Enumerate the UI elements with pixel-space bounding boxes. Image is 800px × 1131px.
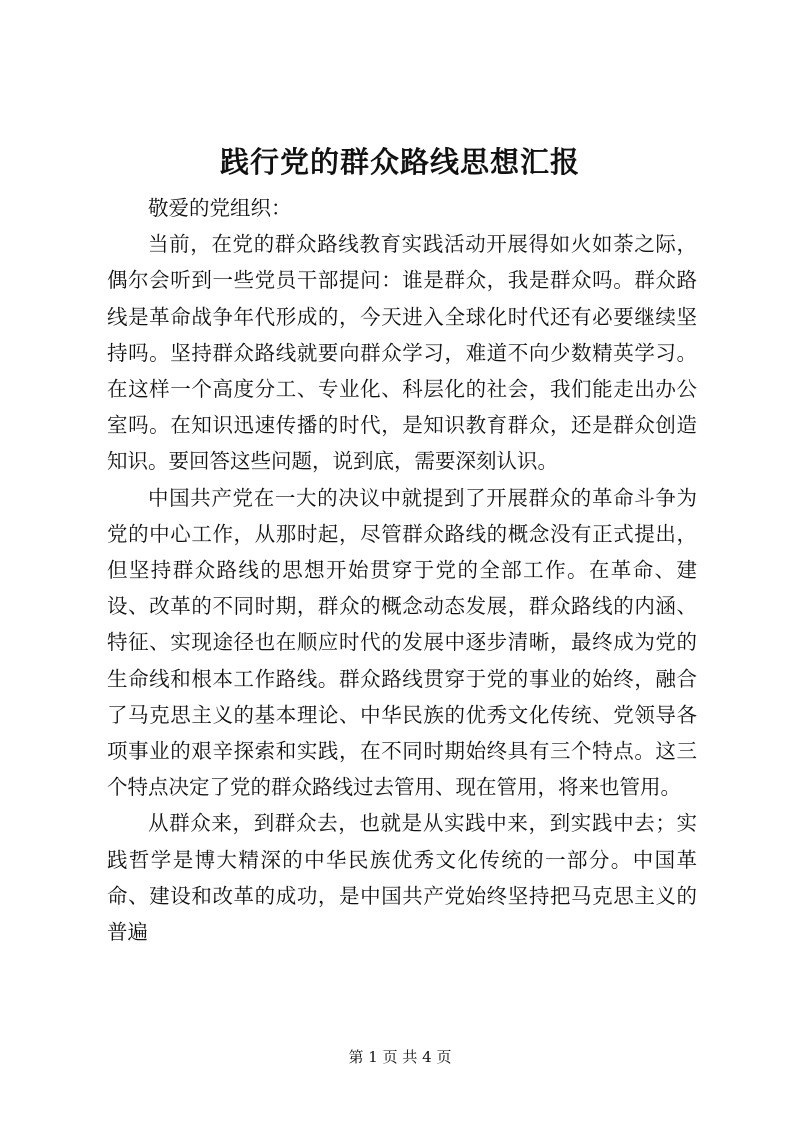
document-title: 践行党的群众路线思想汇报 (219, 145, 580, 179)
page-footer: 第 1 页 共 4 页 (348, 1048, 452, 1066)
paragraph-3: 从群众来，到群众去，也就是从实践中来，到实践中去；实践哲学是博大精深的中华民族优秀文化传统的一部分。中国革命、建设和改革的成功，是中国共产党始终坚持把马克思主义的普遍 (107, 811, 697, 945)
document-body (107, 190, 697, 950)
paragraph-2: 中国共产党在一大的决议中就提到了开展群众的革命斗争为党的中心工作，从那时起，尽管群众路线的概念没有正式提出，但坚持群众路线的思想开始贯穿于党的全部工作。在革命、建设、改革的不同时期，群众的概念动态发展，群众路线的内涵、特征、实现途径也在顺应时代的发展中逐步清晰，最终成为党的生命线和根本工作路线。群众路线贯穿于党的事业的始终，融合了马克思主义的基本理论、中华民族的优秀文化传统、党领导各项事业的艰辛探索和实践，在不同时期始终具有三个特点。这三个特点决定了党的群众路线过去管用、现在管用，将来也管用。 (107, 485, 697, 800)
salutation: 敬爱的党组织： (148, 196, 292, 220)
paragraph-1: 当前，在党的群众路线教育实践活动开展得如火如荼之际，偶尔会听到一些党员干部提问：谁是群众，我是群众吗。群众路线是革命战争年代形成的，今天进入全球化时代还有必要继续坚持吗。坚持群众路线就要向群众学习，难道不向少数精英学习。在这样一个高度分工、专业化、科层化的社会，我们能走出办公室吗。在知识迅速传播的时代，是知识教育群众，还是群众创造知识。要回答这些问题，说到底，需要深刻认识。 (107, 232, 697, 474)
